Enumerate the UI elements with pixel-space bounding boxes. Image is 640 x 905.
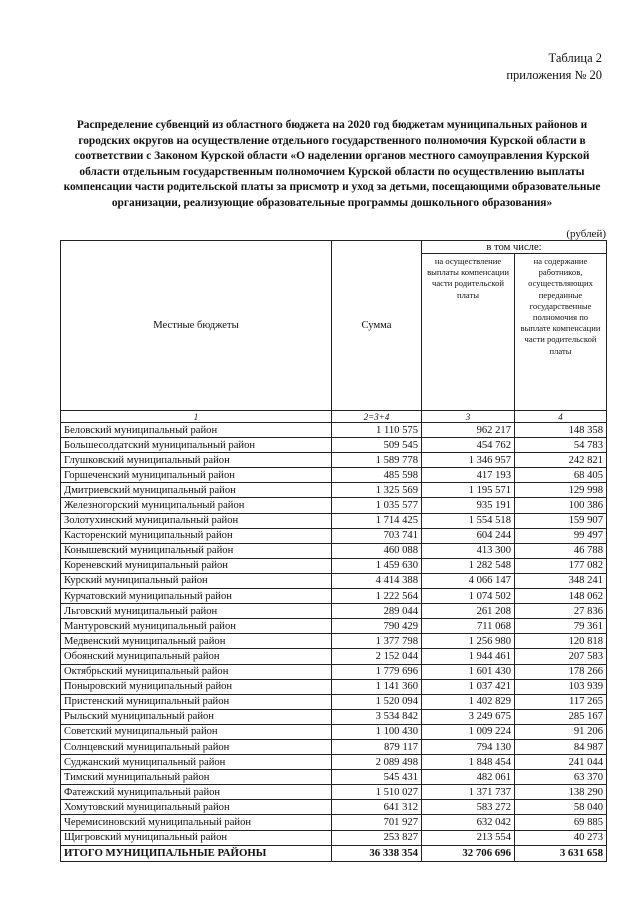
row-payment: 1 037 421 [422, 679, 515, 694]
district-name: Глушковский муниципальный район [61, 453, 332, 468]
column-number-1: 1 [61, 411, 332, 423]
district-name: Фатежский муниципальный район [61, 785, 332, 800]
table-row [61, 513, 607, 528]
row-sum: 641 312 [332, 800, 422, 815]
table-row [61, 528, 607, 543]
district-name: Щигровский муниципальный район [61, 830, 332, 845]
row-maintenance: 99 497 [515, 528, 607, 543]
header-including: в том числе: [422, 241, 607, 254]
table-row [61, 604, 607, 619]
row-sum: 703 741 [332, 528, 422, 543]
district-name: Касторенский муниципальный район [61, 528, 332, 543]
row-maintenance: 242 821 [515, 453, 607, 468]
row-payment: 1 009 224 [422, 724, 515, 739]
table-row [61, 649, 607, 664]
district-name: Черемисиновский муниципальный район [61, 815, 332, 830]
table-row [61, 558, 607, 573]
row-payment: 4 066 147 [422, 573, 515, 588]
row-payment: 962 217 [422, 423, 515, 438]
district-name: Мантуровский муниципальный район [61, 619, 332, 634]
table-row [61, 468, 607, 483]
row-sum: 1 377 798 [332, 634, 422, 649]
row-sum: 1 714 425 [332, 513, 422, 528]
row-sum: 879 117 [332, 739, 422, 754]
row-payment: 1 282 548 [422, 558, 515, 573]
subsidy-table [60, 240, 607, 862]
table-body [61, 423, 607, 846]
row-payment: 604 244 [422, 528, 515, 543]
document-reference [506, 50, 602, 84]
row-payment: 632 042 [422, 815, 515, 830]
row-maintenance: 348 241 [515, 573, 607, 588]
row-maintenance: 138 290 [515, 785, 607, 800]
row-sum: 1 325 569 [332, 483, 422, 498]
table-row [61, 770, 607, 785]
table-row [61, 755, 607, 770]
row-maintenance: 159 907 [515, 513, 607, 528]
district-name: Железногорский муниципальный район [61, 498, 332, 513]
total-payment: 32 706 696 [422, 845, 515, 861]
row-maintenance: 129 998 [515, 483, 607, 498]
table-row [61, 724, 607, 739]
table-row [61, 423, 607, 438]
row-maintenance: 103 939 [515, 679, 607, 694]
row-maintenance: 69 885 [515, 815, 607, 830]
district-name: Октябрьский муниципальный район [61, 664, 332, 679]
row-maintenance: 58 040 [515, 800, 607, 815]
table-row [61, 619, 607, 634]
district-name: Поныровский муниципальный район [61, 679, 332, 694]
row-sum: 460 088 [332, 543, 422, 558]
row-payment: 1 371 737 [422, 785, 515, 800]
table-row [61, 498, 607, 513]
table-row [61, 589, 607, 604]
table-row [61, 438, 607, 453]
table-row [61, 634, 607, 649]
row-sum: 485 598 [332, 468, 422, 483]
district-name: Беловский муниципальный район [61, 423, 332, 438]
district-name: Солнцевский муниципальный район [61, 739, 332, 754]
row-sum: 289 044 [332, 604, 422, 619]
row-sum: 253 827 [332, 830, 422, 845]
table-row [61, 453, 607, 468]
column-number-2: 2=3+4 [332, 411, 422, 423]
row-sum: 509 545 [332, 438, 422, 453]
row-sum: 790 429 [332, 619, 422, 634]
row-maintenance: 120 818 [515, 634, 607, 649]
district-name: Пристенский муниципальный район [61, 694, 332, 709]
table-row [61, 573, 607, 588]
row-payment: 935 191 [422, 498, 515, 513]
table-row [61, 800, 607, 815]
district-name: Дмитриевский муниципальный район [61, 483, 332, 498]
table-row [61, 815, 607, 830]
header-maintenance: на содержание работников, осуществляющих переданные государственные полномочия по выплате компенсации части родительской платы [515, 254, 607, 411]
district-name: Обоянский муниципальный район [61, 649, 332, 664]
district-name: Советский муниципальный район [61, 724, 332, 739]
row-payment: 1 848 454 [422, 755, 515, 770]
row-sum: 545 431 [332, 770, 422, 785]
row-sum: 1 035 577 [332, 498, 422, 513]
row-payment: 417 193 [422, 468, 515, 483]
row-payment: 261 208 [422, 604, 515, 619]
district-name: Тимский муниципальный район [61, 770, 332, 785]
total-label: ИТОГО МУНИЦИПАЛЬНЫЕ РАЙОНЫ [61, 845, 332, 861]
table-row [61, 830, 607, 845]
district-name: Льговский муниципальный район [61, 604, 332, 619]
district-name: Горшеченский муниципальный район [61, 468, 332, 483]
row-payment: 1 601 430 [422, 664, 515, 679]
table-row [61, 739, 607, 754]
row-maintenance: 178 266 [515, 664, 607, 679]
row-payment: 711 068 [422, 619, 515, 634]
row-maintenance: 40 273 [515, 830, 607, 845]
district-name: Курский муниципальный район [61, 573, 332, 588]
unit-label: (рублей) [566, 228, 606, 240]
header-local-budgets: Местные бюджеты [61, 241, 332, 411]
column-number-4: 4 [515, 411, 607, 423]
row-payment: 482 061 [422, 770, 515, 785]
row-sum: 1 110 575 [332, 423, 422, 438]
total-sum: 36 338 354 [332, 845, 422, 861]
table-number-label: Таблица 2 [548, 51, 602, 65]
row-sum: 1 520 094 [332, 694, 422, 709]
row-maintenance: 148 358 [515, 423, 607, 438]
district-name: Большесолдатский муниципальный район [61, 438, 332, 453]
row-sum: 1 510 027 [332, 785, 422, 800]
table-row [61, 483, 607, 498]
row-sum: 2 089 498 [332, 755, 422, 770]
row-payment: 1 944 461 [422, 649, 515, 664]
row-sum: 3 534 842 [332, 709, 422, 724]
total-maintenance: 3 631 658 [515, 845, 607, 861]
header-payment: на осуществление выплаты компенсации части родительской платы [422, 254, 515, 411]
row-maintenance: 148 062 [515, 589, 607, 604]
table-row [61, 694, 607, 709]
row-payment: 794 130 [422, 739, 515, 754]
row-sum: 1 222 564 [332, 589, 422, 604]
row-maintenance: 46 788 [515, 543, 607, 558]
district-name: Рыльский муниципальный район [61, 709, 332, 724]
district-name: Медвенский муниципальный район [61, 634, 332, 649]
table-row [61, 709, 607, 724]
row-maintenance: 207 583 [515, 649, 607, 664]
row-payment: 454 762 [422, 438, 515, 453]
row-maintenance: 117 265 [515, 694, 607, 709]
row-sum: 1 141 360 [332, 679, 422, 694]
row-maintenance: 177 082 [515, 558, 607, 573]
row-sum: 1 100 430 [332, 724, 422, 739]
district-name: Золотухинский муниципальный район [61, 513, 332, 528]
row-maintenance: 285 167 [515, 709, 607, 724]
appendix-label: приложения № 20 [506, 68, 602, 82]
column-number-3: 3 [422, 411, 515, 423]
row-payment: 1 346 957 [422, 453, 515, 468]
row-payment: 1 256 980 [422, 634, 515, 649]
row-maintenance: 27 836 [515, 604, 607, 619]
district-name: Суджанский муниципальный район [61, 755, 332, 770]
row-payment: 1 402 829 [422, 694, 515, 709]
row-maintenance: 63 370 [515, 770, 607, 785]
row-maintenance: 79 361 [515, 619, 607, 634]
district-name: Хомутовский муниципальный район [61, 800, 332, 815]
document-title: Распределение субвенций из областного бюджета на 2020 год бюджетам муниципальных районов и городских округов на осуществление отдельного государственного полномочия Курской области в соответствии с Законом Курской области «О наделении органов местного самоуправления Курской области отдельным государственным полномочием Курской области по осуществлению выплаты компенсации части родительской платы за присмотр и уход за детьми, посещающими образовательные организации, реализующие образовательные программы дошкольного образования» [63, 119, 601, 209]
district-name: Курчатовский муниципальный район [61, 589, 332, 604]
row-sum: 4 414 388 [332, 573, 422, 588]
row-maintenance: 100 386 [515, 498, 607, 513]
total-row [61, 845, 607, 861]
table-row [61, 543, 607, 558]
table-row [61, 785, 607, 800]
row-maintenance: 241 044 [515, 755, 607, 770]
row-sum: 1 779 696 [332, 664, 422, 679]
row-sum: 1 589 778 [332, 453, 422, 468]
header-sum: Сумма [332, 241, 422, 411]
row-payment: 1 195 571 [422, 483, 515, 498]
table-row [61, 679, 607, 694]
row-sum: 701 927 [332, 815, 422, 830]
row-payment: 1 074 502 [422, 589, 515, 604]
table-row [61, 664, 607, 679]
row-maintenance: 54 783 [515, 438, 607, 453]
row-maintenance: 91 206 [515, 724, 607, 739]
row-payment: 583 272 [422, 800, 515, 815]
district-name: Конышевский муниципальный район [61, 543, 332, 558]
row-payment: 413 300 [422, 543, 515, 558]
district-name: Кореневский муниципальный район [61, 558, 332, 573]
row-maintenance: 68 405 [515, 468, 607, 483]
row-payment: 3 249 675 [422, 709, 515, 724]
row-maintenance: 84 987 [515, 739, 607, 754]
row-sum: 2 152 044 [332, 649, 422, 664]
row-sum: 1 459 630 [332, 558, 422, 573]
row-payment: 213 554 [422, 830, 515, 845]
row-payment: 1 554 518 [422, 513, 515, 528]
